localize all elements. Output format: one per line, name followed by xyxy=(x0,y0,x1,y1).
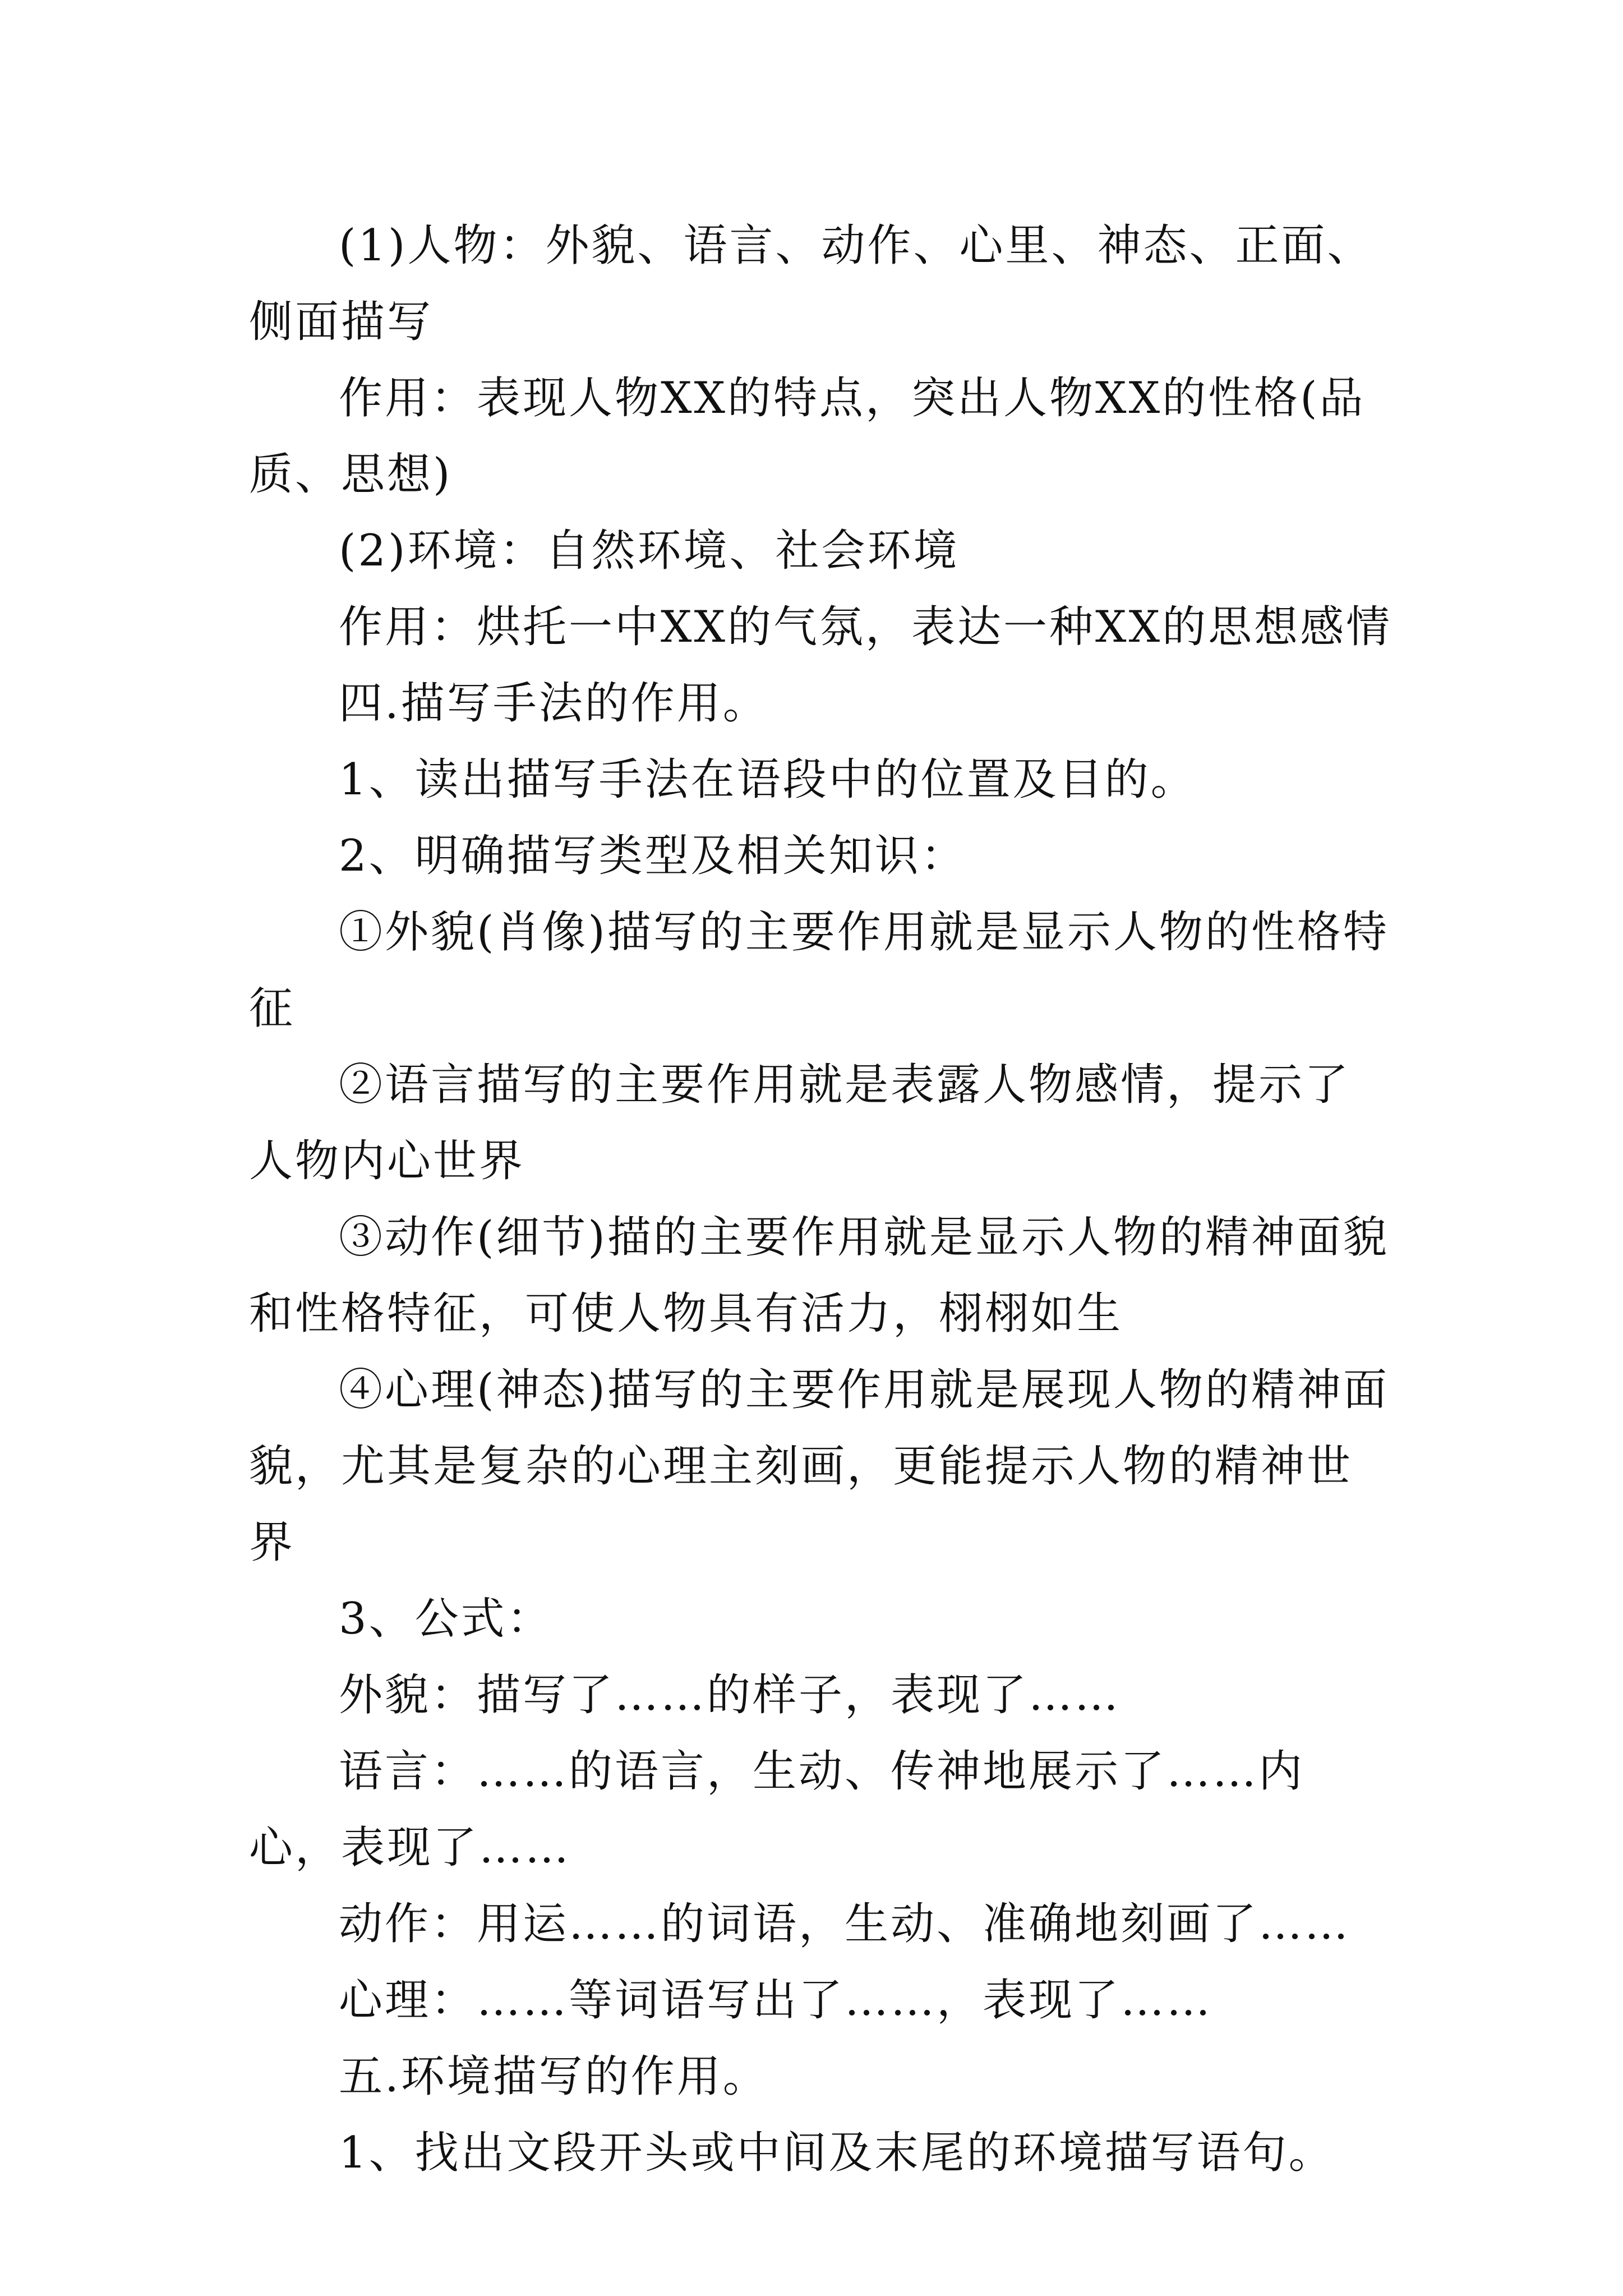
sub-item-action: ③动作(细节)描的主要作用就是显示人物的精神面貌和性格特征，可使人物具有活力，栩栩如生 xyxy=(249,1212,1389,1339)
list-item-1: 1、读出描写手法在语段中的位置及目的。 xyxy=(339,754,1197,805)
formula-language: 语言：……的语言，生动、传神地展示了……内心，表现了…… xyxy=(249,1746,1305,1873)
list-item-5-1: 1、找出文段开头或中间及末尾的环境描写语句。 xyxy=(339,2128,1335,2178)
sub-item-appearance: ①外貌(肖像)描写的主要作用就是显示人物的性格特征 xyxy=(249,907,1389,1034)
list-item-2: 2、明确描写类型及相关知识： xyxy=(339,831,967,881)
paragraph-environment-function: 作用：烘托一中XX的气氛，表达一种XX的思想感情 xyxy=(339,602,1393,652)
paragraph-character-description: (1)人物：外貌、语言、动作、心里、神态、正面、侧面描写 xyxy=(249,220,1373,347)
section-heading-4: 四.描写手法的作用。 xyxy=(339,678,769,729)
list-item-3: 3、公式： xyxy=(339,1594,553,1644)
sub-item-psychology: ④心理(神态)描写的主要作用就是展现人物的精神面貌，尤其是复杂的心理主刻画，更能提示人物的精神世界 xyxy=(249,1365,1389,1568)
sub-item-language: ②语言描写的主要作用就是表露人物感情，提示了人物内心世界 xyxy=(249,1060,1351,1186)
document-body xyxy=(249,208,1393,2191)
formula-psychology: 心理：……等词语写出了……，表现了…… xyxy=(339,1975,1213,2026)
formula-action: 动作：用运……的词语，生动、准确地刻画了…… xyxy=(339,1899,1351,1949)
paragraph-environment-description: (2)环境：自然环境、社会环境 xyxy=(339,526,960,576)
section-heading-5: 五.环境描写的作用。 xyxy=(339,2051,769,2102)
formula-appearance: 外貌：描写了……的样子，表现了…… xyxy=(339,1670,1121,1720)
paragraph-character-function: 作用：表现人物XX的特点，突出人物XX的性格(品质、思想) xyxy=(249,373,1366,500)
